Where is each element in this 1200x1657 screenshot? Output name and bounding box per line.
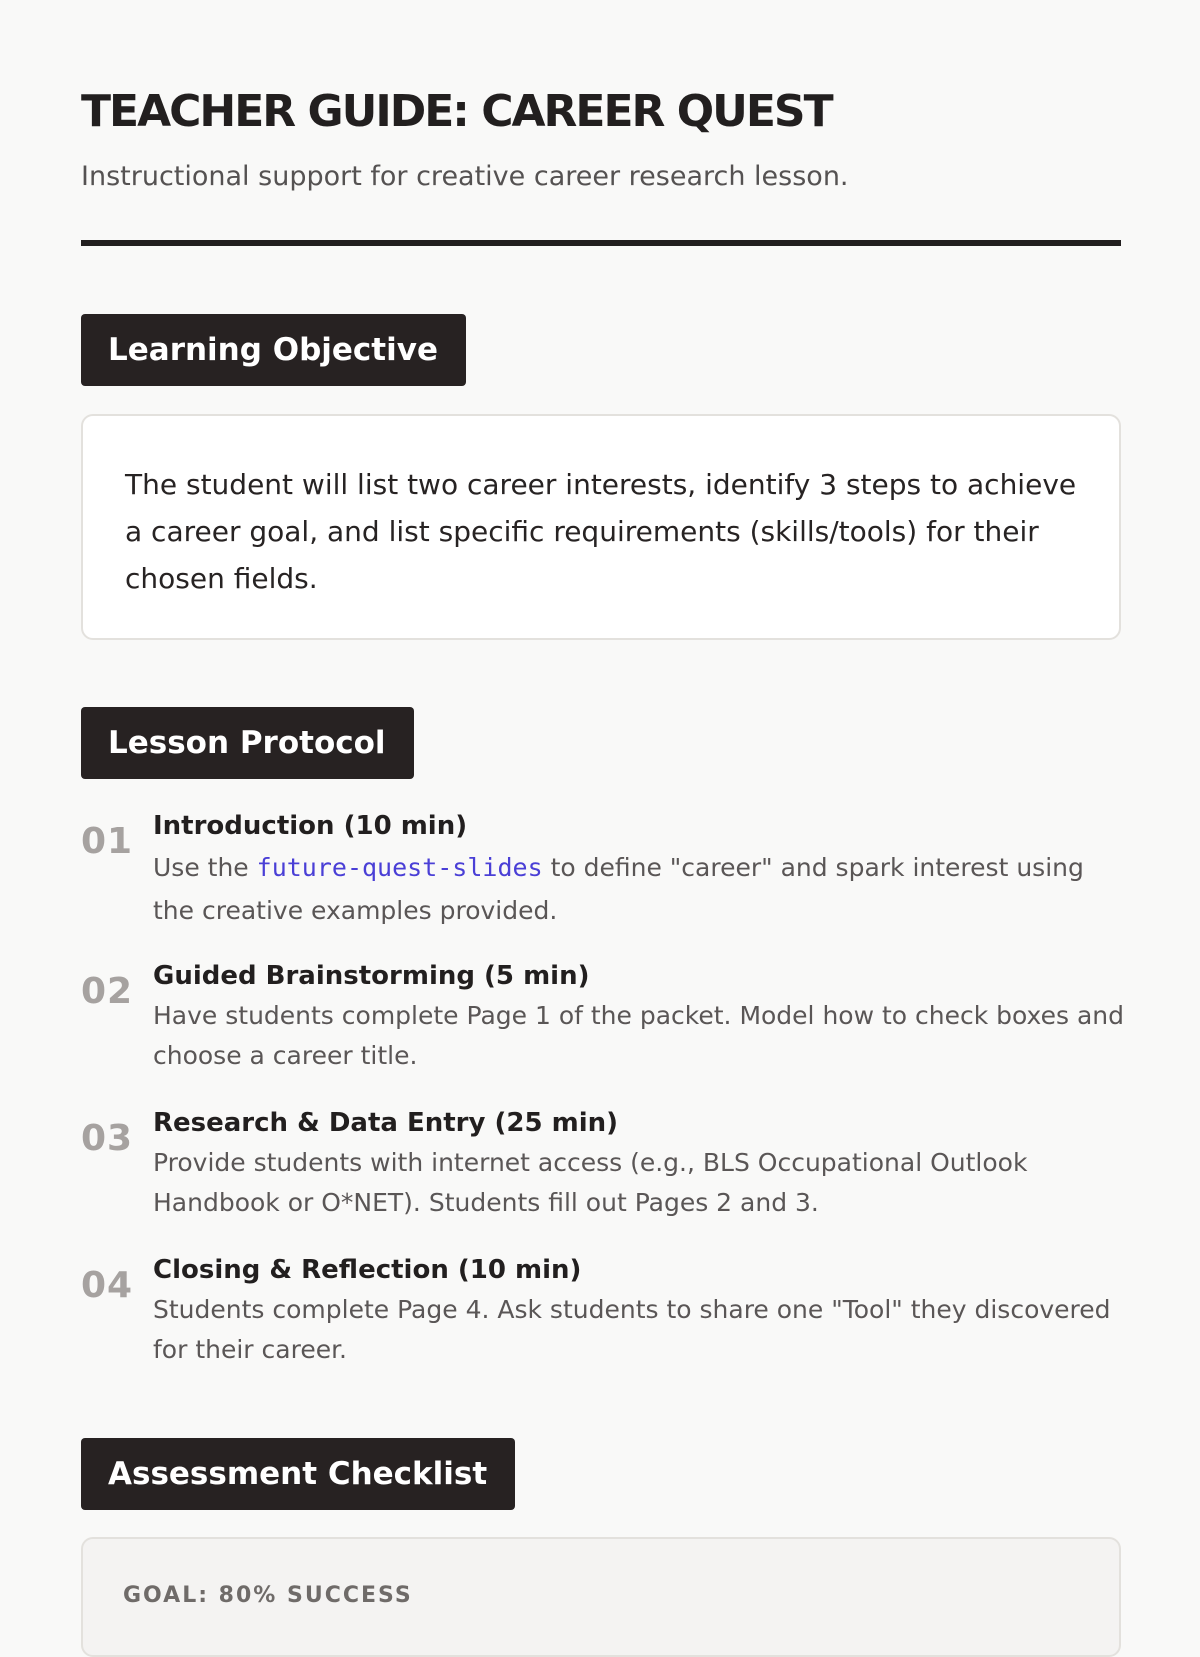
slides-code-reference: future-quest-slides <box>256 853 543 882</box>
step-description: Students complete Page 4. Ask students to share one "Tool" they discovered for their career. <box>153 1295 1111 1364</box>
step-number: 01 <box>81 821 134 862</box>
page-subtitle: Instructional support for creative career research lesson. <box>81 161 849 192</box>
learning-objective-heading: Learning Objective <box>81 314 466 386</box>
step-description: Provide students with internet access (e.g., BLS Occupational Outlook Handbook or O*NET). Students fill out Pages 2 and 3. <box>153 1148 1028 1217</box>
step-number: 02 <box>81 971 134 1012</box>
step-number: 04 <box>81 1265 134 1306</box>
learning-objective-text: The student will list two career interests, identify 3 steps to achieve a career goal, and list specific requirements (skills/tools) for their chosen fields. <box>125 468 1077 595</box>
step-number: 03 <box>81 1118 134 1159</box>
success-goal-label: GOAL: 80% SUCCESS <box>123 1583 413 1608</box>
assessment-checklist-box <box>81 1537 1121 1657</box>
step-text-after: to define "career" and spark interest using the creative examples provided. <box>153 853 1084 925</box>
page-title: TEACHER GUIDE: CAREER QUEST <box>81 86 832 137</box>
step-title: Closing & Reflection (10 min) <box>153 1255 582 1285</box>
assessment-checklist-heading: Assessment Checklist <box>81 1438 515 1510</box>
step-description: Have students complete Page 1 of the packet. Model how to check boxes and choose a career title. <box>153 1001 1124 1070</box>
learning-objective-box <box>81 414 1121 640</box>
step-title: Guided Brainstorming (5 min) <box>153 961 590 991</box>
step-text-before: Use the <box>153 853 257 882</box>
step-title: Introduction (10 min) <box>153 811 468 841</box>
lesson-protocol-heading: Lesson Protocol <box>81 707 414 779</box>
step-title: Research & Data Entry (25 min) <box>153 1108 619 1138</box>
title-divider <box>81 240 1121 246</box>
step-description <box>153 846 1128 932</box>
